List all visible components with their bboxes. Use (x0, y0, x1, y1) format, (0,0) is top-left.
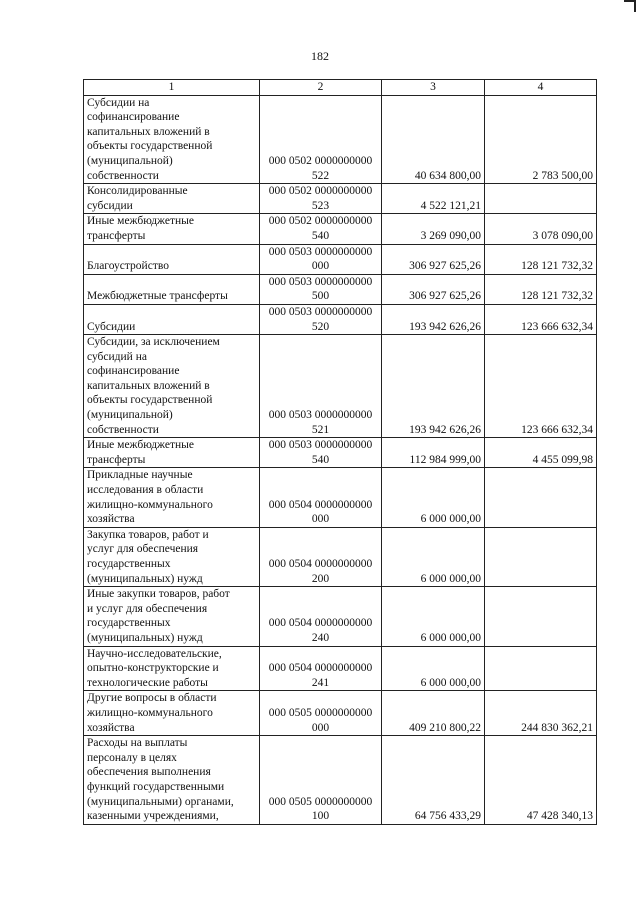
row-col4-value (485, 184, 597, 214)
row-col3-value: 64 756 433,29 (382, 736, 485, 825)
row-name-line: Прикладные научные (87, 469, 193, 482)
row-name-line: функций государственными (87, 780, 225, 793)
row-name-cell (84, 527, 260, 586)
row-col3-value: 306 927 625,26 (382, 274, 485, 304)
row-code-cell (260, 691, 382, 736)
row-name-line: жилищно-коммунального (87, 706, 213, 719)
row-name-line: Иные межбюджетные (87, 439, 194, 452)
row-code-cell (260, 736, 382, 825)
row-code-cell (260, 587, 382, 646)
corner-mark (624, 0, 636, 12)
row-name-line: обеспечения выполнения (87, 766, 211, 779)
row-code-line: 000 0503 0000000000 (268, 439, 373, 452)
row-code-cell (260, 438, 382, 468)
row-col4-value: 4 455 099,98 (485, 438, 597, 468)
row-col4-value: 2 783 500,00 (485, 95, 597, 184)
row-col4-value: 47 428 340,13 (485, 736, 597, 825)
table-row (84, 691, 597, 736)
row-code-line: 000 0504 0000000000 (268, 498, 373, 511)
table-row (84, 587, 597, 646)
row-name-cell (84, 646, 260, 691)
row-col3-value: 193 942 626,26 (382, 304, 485, 334)
row-name-line: объекты государственной (87, 394, 213, 407)
row-code-line: 000 0504 0000000000 (268, 662, 373, 675)
row-col4-value: 123 666 632,34 (485, 304, 597, 334)
row-name-line: казенными учреждениями, (87, 810, 219, 823)
row-name-line: Научно-исследовательские, (87, 647, 222, 660)
row-code-line: 000 0503 0000000000 (268, 275, 373, 288)
row-col4-value (485, 468, 597, 527)
row-code-line: 000 0502 0000000000 (268, 215, 373, 228)
row-code-cell (260, 304, 382, 334)
row-col3-value: 3 269 090,00 (382, 214, 485, 244)
row-name-line: жилищно-коммунального (87, 498, 213, 511)
table-row (84, 335, 597, 438)
row-name-line: технологические работы (87, 676, 208, 689)
row-name-cell (84, 214, 260, 244)
row-code-line: 500 (311, 290, 330, 303)
row-name-line: опытно-конструкторские и (87, 662, 219, 675)
row-code-line: 520 (311, 320, 330, 333)
budget-table (83, 79, 597, 825)
table-row (84, 244, 597, 274)
table-row (84, 736, 597, 825)
row-col3-value: 193 942 626,26 (382, 335, 485, 438)
row-name-line: Иные закупки товаров, работ (87, 588, 230, 601)
row-name-line: собственности (87, 423, 159, 436)
row-code-line: 000 0502 0000000000 (268, 185, 373, 198)
row-code-cell (260, 184, 382, 214)
row-name-line: (муниципальной) (87, 409, 173, 422)
table-row (84, 646, 597, 691)
row-col3-value: 4 522 121,21 (382, 184, 485, 214)
row-name-line: Консолидированные (87, 185, 188, 198)
header-col-2: 2 (260, 80, 382, 96)
row-code-line: 000 0503 0000000000 (268, 305, 373, 318)
row-code-line: 522 (311, 169, 330, 182)
row-name-line: государственных (87, 617, 171, 630)
row-col3-value: 306 927 625,26 (382, 244, 485, 274)
row-col3-value: 6 000 000,00 (382, 468, 485, 527)
row-code-cell (260, 468, 382, 527)
table-row (84, 214, 597, 244)
table-header-row (84, 80, 597, 96)
row-code-line: 000 0503 0000000000 (268, 409, 373, 422)
row-code-line: 540 (311, 229, 330, 242)
row-name-line: Расходы на выплаты (87, 737, 188, 750)
row-code-cell (260, 244, 382, 274)
table-row (84, 274, 597, 304)
table-row (84, 438, 597, 468)
row-code-cell (260, 527, 382, 586)
row-name-line: хозяйства (87, 513, 135, 526)
row-name-cell (84, 184, 260, 214)
row-col4-value (485, 646, 597, 691)
row-name-cell (84, 335, 260, 438)
row-name-line: субсидии (87, 199, 133, 212)
row-code-cell (260, 95, 382, 184)
row-code-line: 240 (311, 631, 330, 644)
row-col3-value: 40 634 800,00 (382, 95, 485, 184)
row-code-line: 241 (311, 676, 330, 689)
row-name-line: услуг для обеспечения (87, 543, 199, 556)
row-code-line: 540 (311, 453, 330, 466)
row-name-line: капитальных вложений в (87, 379, 210, 392)
row-name-line: объекты государственной (87, 140, 213, 153)
table-row (84, 304, 597, 334)
row-name-line: хозяйства (87, 721, 135, 734)
row-name-line: капитальных вложений в (87, 125, 210, 138)
row-code-line: 000 0504 0000000000 (268, 617, 373, 630)
row-code-line: 000 (311, 260, 330, 273)
row-code-line: 521 (311, 423, 330, 436)
row-name-line: собственности (87, 169, 159, 182)
row-name-line: персоналу в целях (87, 751, 177, 764)
row-name-line: софинансирование (87, 111, 180, 124)
row-name-line: государственных (87, 558, 171, 570)
row-name-cell (84, 468, 260, 527)
row-code-line: 000 (311, 513, 330, 526)
table-row (84, 95, 597, 184)
row-name-cell (84, 736, 260, 825)
row-col3-value: 112 984 999,00 (382, 438, 485, 468)
row-code-line: 523 (311, 199, 330, 212)
page-number: 182 (311, 49, 329, 63)
row-code-line: 000 0503 0000000000 (268, 245, 373, 258)
row-col3-value: 409 210 800,22 (382, 691, 485, 736)
row-name-line: Субсидии, за исключением (87, 336, 220, 349)
row-col4-value: 3 078 090,00 (485, 214, 597, 244)
row-name-line: трансферты (87, 453, 146, 466)
row-col3-value: 6 000 000,00 (382, 587, 485, 646)
row-name-line: Межбюджетные трансферты (87, 290, 228, 303)
row-name-line: и услуг для обеспечения (87, 602, 208, 615)
row-name-line: софинансирование (87, 365, 180, 378)
row-code-line: 000 0505 0000000000 (268, 706, 373, 719)
row-code-cell (260, 335, 382, 438)
row-name-line: Закупка товаров, работ и (87, 528, 209, 541)
row-code-line: 000 0505 0000000000 (268, 795, 373, 808)
row-name-cell (84, 587, 260, 646)
row-code-line: 000 (311, 721, 330, 734)
table-row (84, 468, 597, 527)
row-code-cell (260, 274, 382, 304)
row-name-line: субсидий на (87, 350, 147, 363)
row-name-line: Другие вопросы в области (87, 692, 217, 705)
row-col4-value (485, 587, 597, 646)
row-name-cell (84, 691, 260, 736)
row-col4-value: 128 121 732,32 (485, 244, 597, 274)
header-col-4: 4 (485, 80, 597, 96)
row-name-cell (84, 274, 260, 304)
header-col-1: 1 (84, 80, 260, 96)
row-col3-value: 6 000 000,00 (382, 646, 485, 691)
row-name-cell (84, 95, 260, 184)
row-name-line: трансферты (87, 229, 146, 242)
table-body (84, 95, 597, 824)
row-col4-value: 128 121 732,32 (485, 274, 597, 304)
row-name-line: исследования в области (87, 484, 204, 497)
row-name-cell (84, 438, 260, 468)
row-code-cell (260, 214, 382, 244)
row-name-line: Благоустройство (87, 260, 169, 273)
row-code-line: 100 (311, 810, 330, 823)
table-row (84, 527, 597, 586)
row-col3-value: 6 000 000,00 (382, 527, 485, 586)
row-name-line: (муниципальных) нужд (87, 572, 203, 585)
row-code-line: 000 0504 0000000000 (268, 558, 373, 570)
row-name-line: (муниципальных) нужд (87, 631, 203, 644)
row-col4-value: 244 830 362,21 (485, 691, 597, 736)
row-name-line: (муниципальными) органами, (87, 795, 234, 808)
row-name-cell (84, 244, 260, 274)
row-code-cell (260, 646, 382, 691)
row-name-line: Субсидии (87, 320, 136, 333)
row-name-line: (муниципальной) (87, 154, 173, 167)
row-name-line: Иные межбюджетные (87, 215, 194, 228)
row-name-cell (84, 304, 260, 334)
row-col4-value (485, 527, 597, 586)
row-code-line: 000 0502 0000000000 (268, 154, 373, 167)
row-name-line: Субсидии на (87, 96, 150, 109)
table-row (84, 184, 597, 214)
row-code-line: 200 (311, 572, 330, 585)
header-col-3: 3 (382, 80, 485, 96)
row-col4-value: 123 666 632,34 (485, 335, 597, 438)
